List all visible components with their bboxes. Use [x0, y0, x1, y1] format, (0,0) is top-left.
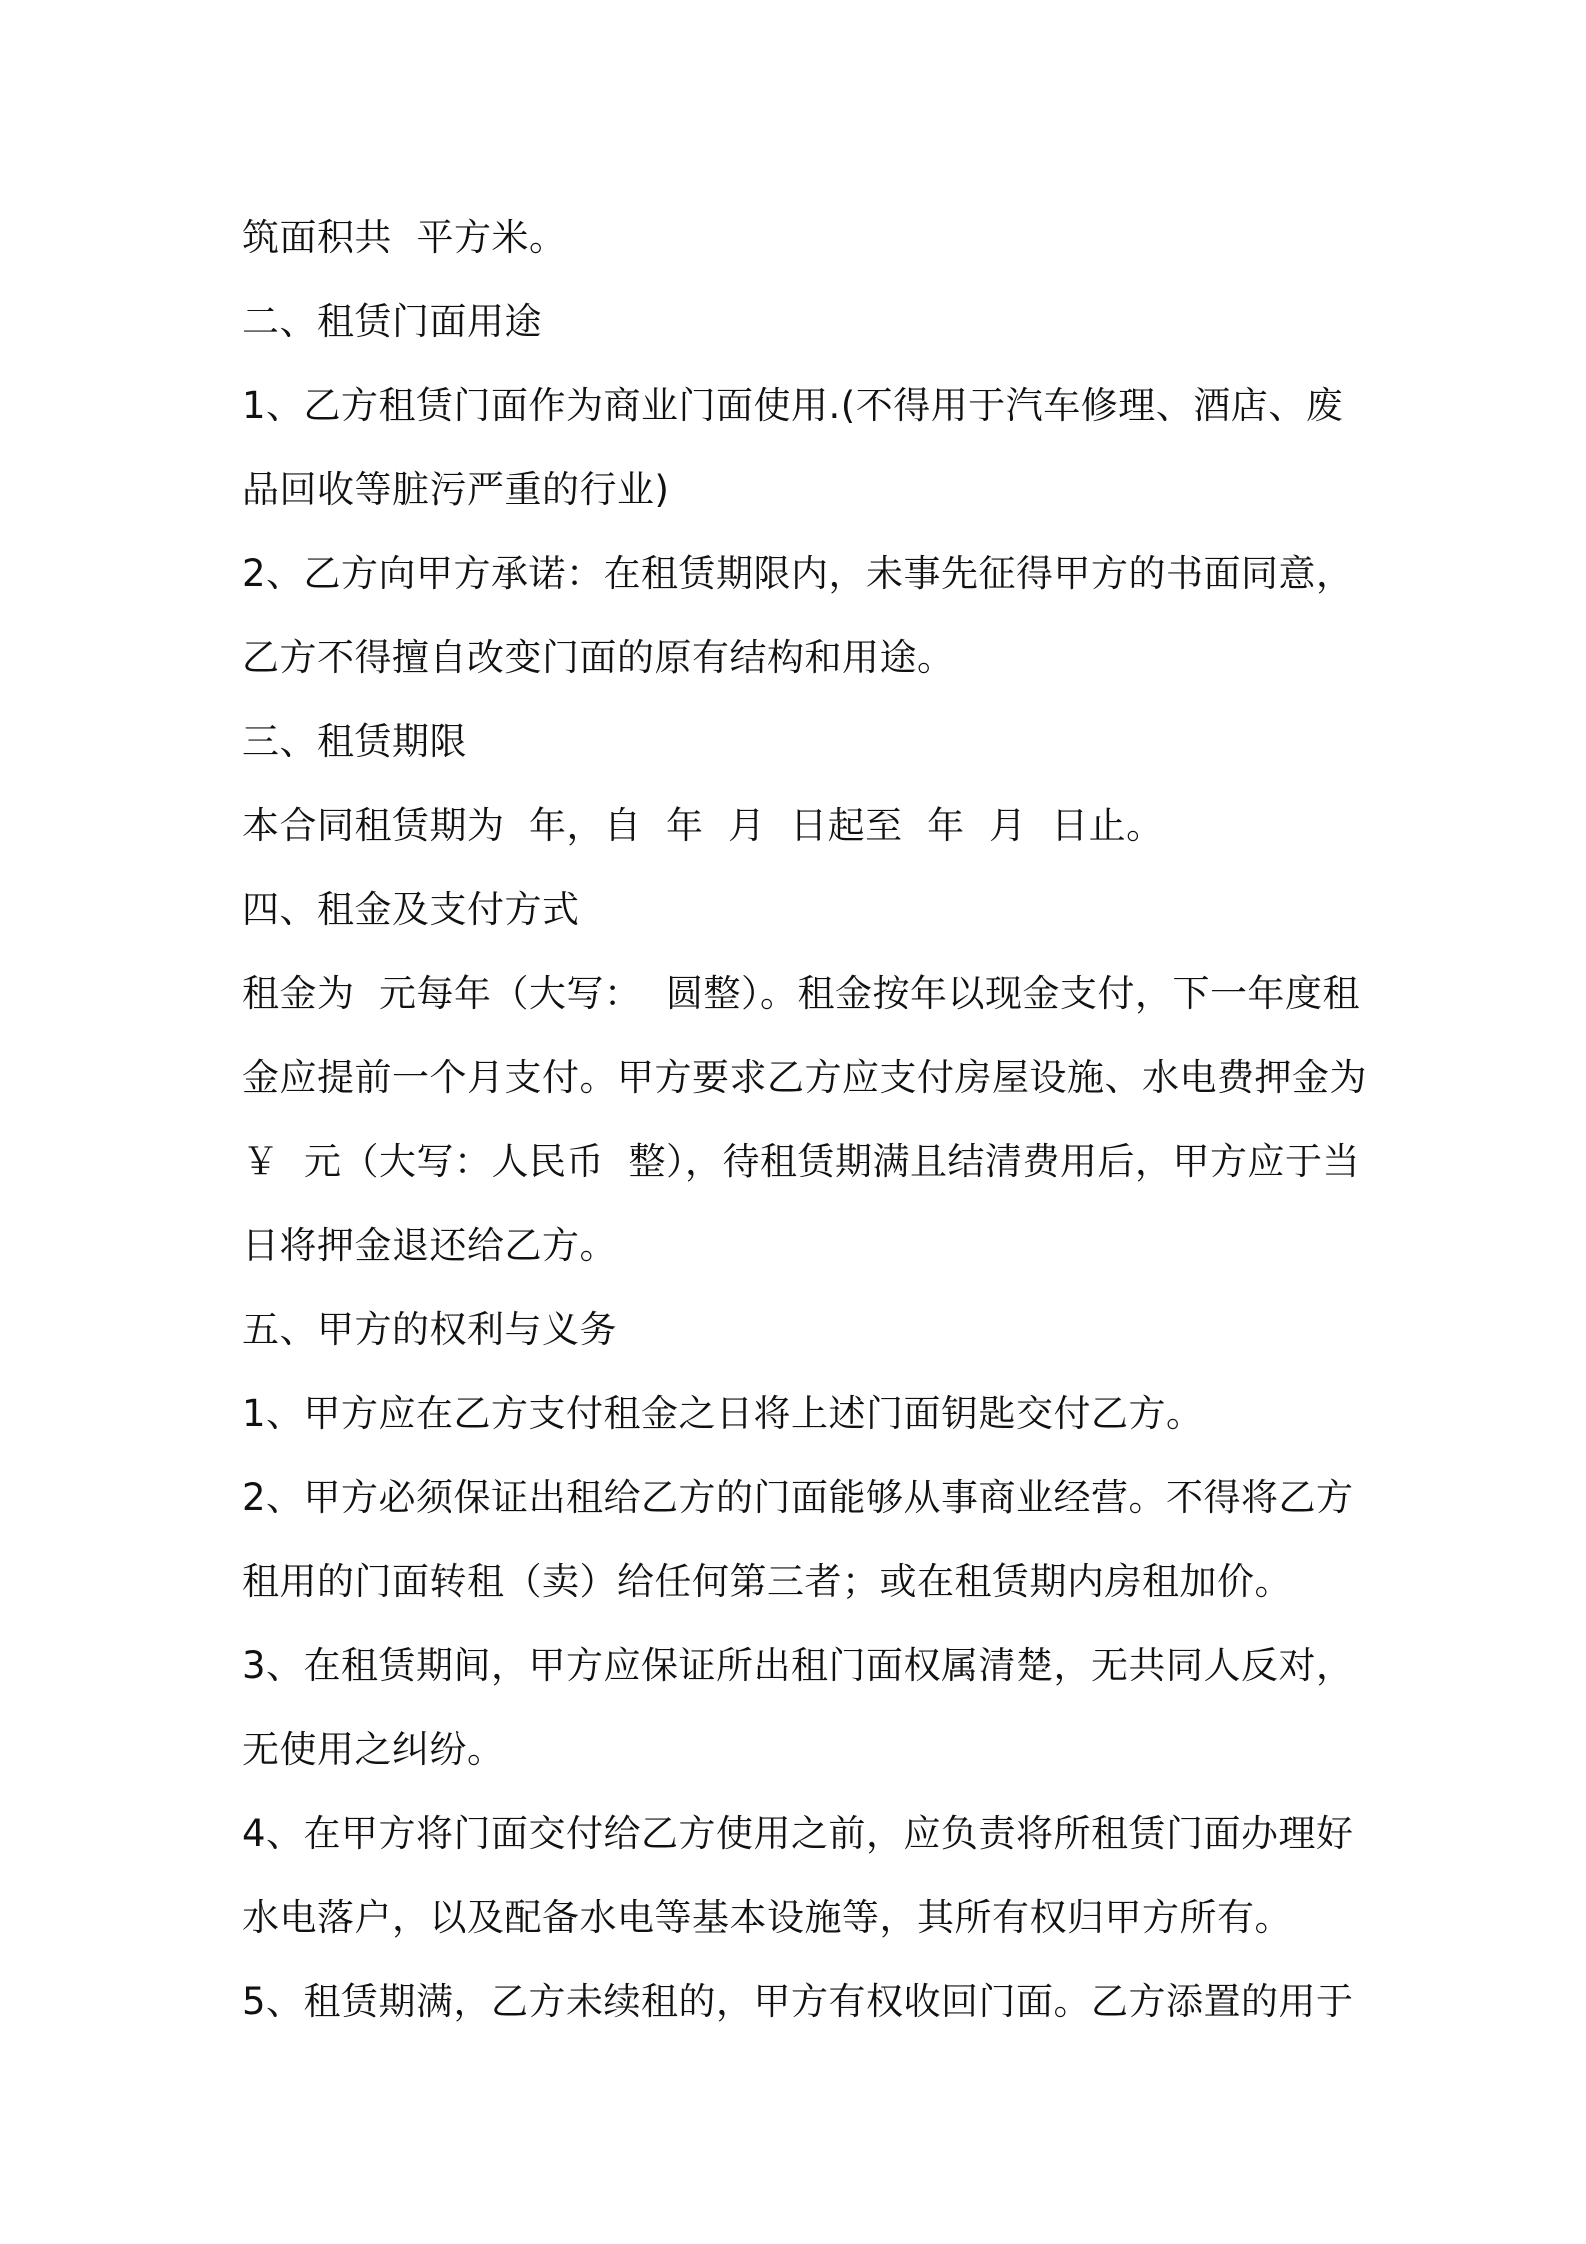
text-line: 3、在租赁期间，甲方应保证所出租门面权属清楚，无共同人反对，	[242, 1644, 1354, 1687]
document-body	[242, 196, 1367, 2044]
section-heading: 二、租赁门面用途	[242, 300, 542, 343]
text-line: 无使用之纠纷。	[242, 1728, 505, 1771]
text-line: 2、乙方向甲方承诺：在租赁期限内，未事先征得甲方的书面同意，	[242, 552, 1354, 595]
text-line: 乙方不得擅自改变门面的原有结构和用途。	[242, 636, 955, 679]
text-line: 1、乙方租赁门面作为商业门面使用.(不得用于汽车修理、酒店、废	[242, 384, 1344, 427]
section-heading: 三、租赁期限	[242, 720, 467, 763]
section-heading: 四、租金及支付方式	[242, 888, 580, 931]
text-line: 1、甲方应在乙方支付租金之日将上述门面钥匙交付乙方。	[242, 1392, 1204, 1435]
text-line: 品回收等脏污严重的行业)	[242, 468, 670, 511]
text-line: 租用的门面转租（卖）给任何第三者；或在租赁期内房租加价。	[242, 1560, 1292, 1603]
text-line: ￥ 元（大写：人民币 整），待租赁期满且结清费用后，甲方应于当	[242, 1140, 1361, 1183]
section-heading: 五、甲方的权利与义务	[242, 1308, 617, 1351]
text-line: 日将押金退还给乙方。	[242, 1224, 617, 1267]
text-line: 本合同租赁期为 年，自 年 月 日起至 年 月 日止。	[242, 804, 1164, 847]
text-line: 租金为 元每年（大写： 圆整）。租金按年以现金支付，下一年度租	[242, 972, 1361, 1015]
text-line: 筑面积共 平方米。	[242, 216, 567, 259]
text-line: 2、甲方必须保证出租给乙方的门面能够从事商业经营。不得将乙方	[242, 1476, 1354, 1519]
text-line: 4、在甲方将门面交付给乙方使用之前，应负责将所租赁门面办理好	[242, 1812, 1354, 1855]
text-line: 5、租赁期满，乙方未续租的，甲方有权收回门面。乙方添置的用于	[242, 1980, 1354, 2023]
text-line: 金应提前一个月支付。甲方要求乙方应支付房屋设施、水电费押金为	[242, 1056, 1367, 1099]
text-line: 水电落户，以及配备水电等基本设施等，其所有权归甲方所有。	[242, 1896, 1292, 1939]
